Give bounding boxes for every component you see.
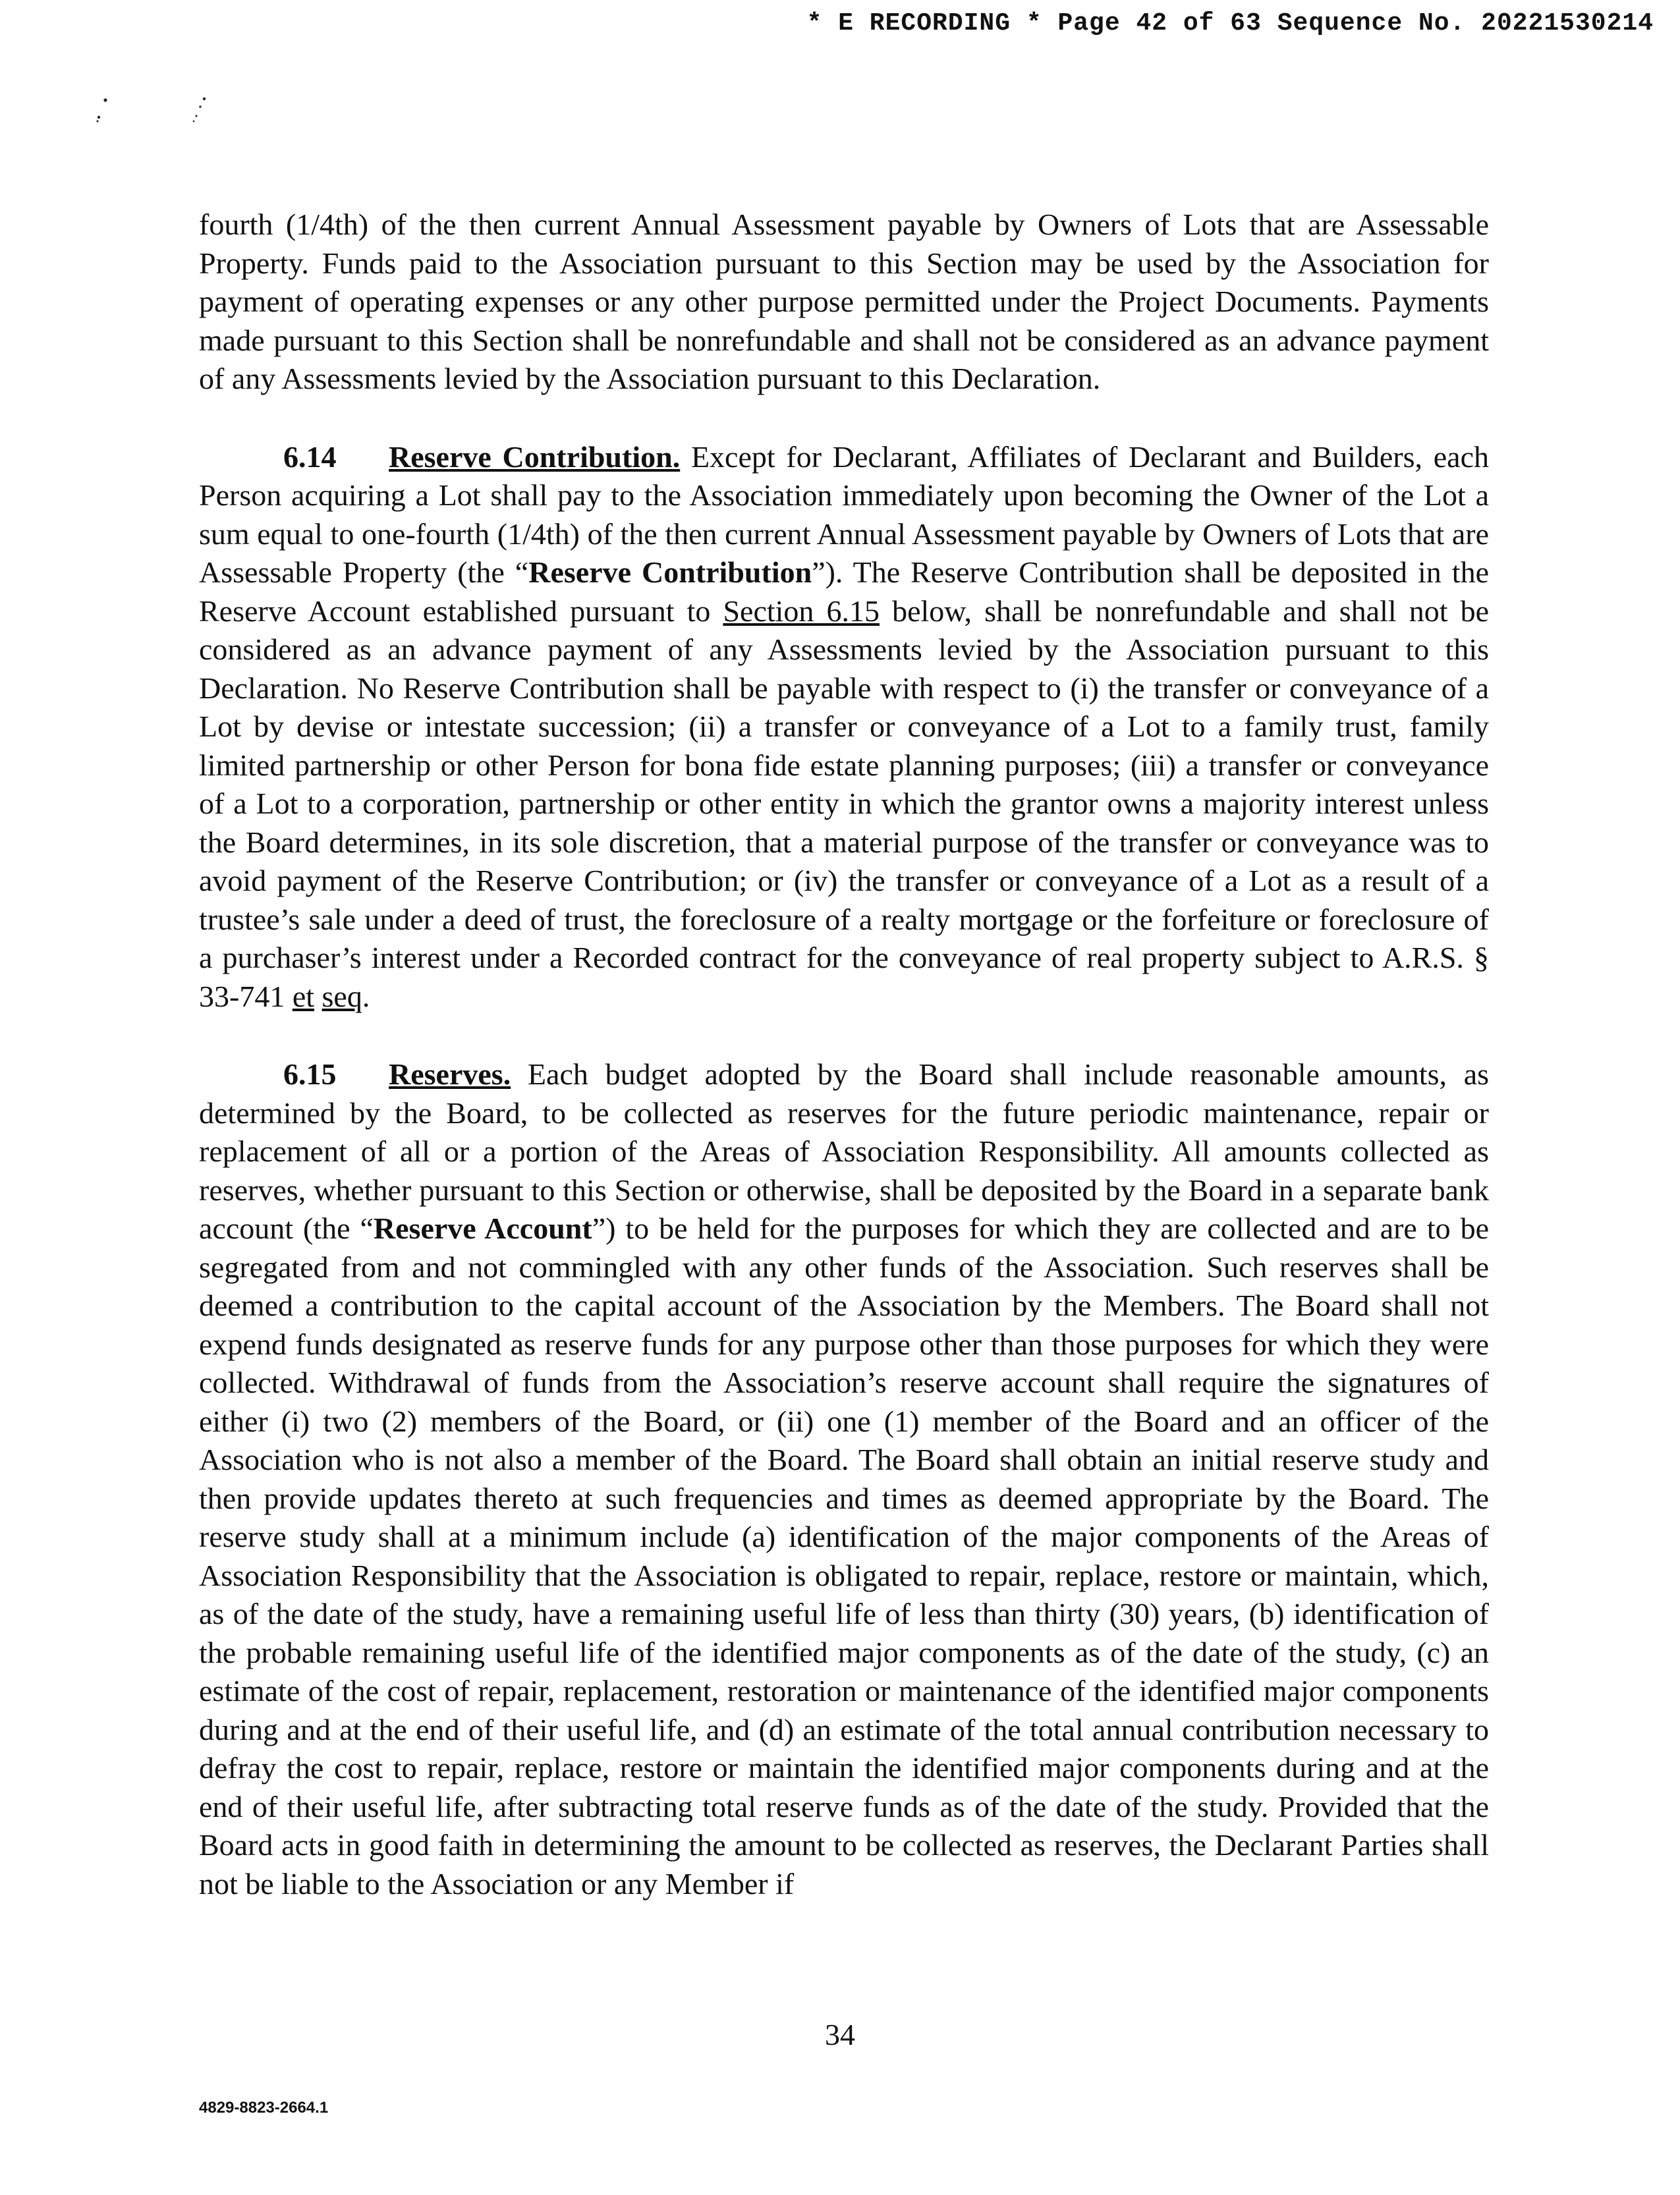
recording-header: * E RECORDING * Page 42 of 63 Sequence No. 20221530214 <box>806 9 1654 38</box>
scan-speck <box>98 116 100 119</box>
scan-speck <box>199 105 202 108</box>
defined-term: Reserve Account <box>373 1211 592 1245</box>
section-text: ”). The Reserve Contribution shall be deposited in the Reserve Account established pursuant to <box>199 555 1489 628</box>
paragraph-continuation: fourth (1/4th) of the then current Annual Assessment payable by Owners of Lots that are Assessable Property. Funds paid to the Association pursuant to this Section may be used by the Association for payment of operating expenses or any other purpose permitted under the Project Documents. Payments made pursuant to this Section shall be nonrefundable and shall not be considered as an advance payment of any Assessments levied by the Association pursuant to this Declaration. <box>199 208 1489 395</box>
scan-speck <box>103 98 107 101</box>
document-body <box>199 206 1489 1903</box>
section-cross-reference: Section 6.15 <box>723 594 880 628</box>
citation-et: et <box>292 979 315 1013</box>
section-number: 6.15 <box>283 1057 337 1091</box>
scan-speck <box>96 120 98 122</box>
section-number: 6.14 <box>283 439 337 474</box>
section-text: Each budget adopted by the Board shall include reasonable amounts, as determined by the Board, to be collected as reserves for the future periodic maintenance, repair or replacement of all or a portion of the Areas of Association Responsibility. All amounts collected as reserves, whether pursuant to this Section or otherwise, shall be deposited by the Board in a separate bank account (the “ <box>199 1057 1490 1245</box>
scan-speck <box>193 121 195 123</box>
section-text: ”) to be held for the purposes for which they are collected and are to be segregated from and not commingled with any other funds of the Association. Such reserves shall be deemed a contribution to the capital account of the Association by the Members. The Board shall not expend funds designated as reserve funds for any purpose other than those purposes for which they were collected. Withdrawal of funds from the Association’s reserve account shall require the signatures of either (i) two (2) members of the Board, or (ii) one (1) member of the Board and an officer of the Association who is not also a member of the Board. The Board shall obtain an initial reserve study and then provide updates thereto at such frequencies and times as deemed appropriate by the Board. The reserve study shall at a minimum include (a) identification of the major components of the Areas of Association Responsibility that the Association is obligated to repair, replace, restore or maintain, which, as of the date of the study, have a remaining useful life of less than thirty (30) years, (b) identification of the probable remaining useful life of the identified major components as of the date of the study, (c) an estimate of the cost of repair, replacement, restoration or maintenance of the identified major components during and at the end of their useful life, and (d) an estimate of the total annual contribution necessary to defray the cost to repair, replace, restore or maintain the identified major components during and at the end of their useful life, after subtracting total reserve funds as of the date of the study. Provided that the Board acts in good faith in determining the amount to be collected as reserves, the Declarant Parties shall not be liable to the Association or any Member if <box>199 1211 1489 1901</box>
section-title: Reserve Contribution. <box>389 439 681 474</box>
scan-specks <box>92 92 237 132</box>
document-id: 4829-8823-2664.1 <box>199 2099 329 2117</box>
section-text: below, shall be nonrefundable and shall not be considered as an advance payment of any Assessments levied by the Association pursuant to this Declaration. No Reserve Contribution shall be payable with respect to (i) the transfer or conveyance of a Lot by devise or intestate succession; (ii) a transfer or conveyance of a Lot to a family trust, family limited partnership or other Person for bona fide estate planning purposes; (iii) a transfer or conveyance of a Lot to a corporation, partnership or other entity in which the grantor owns a majority interest unless the Board determines, in its sole discretion, that a material purpose of the transfer or conveyance was to avoid payment of the Reserve Contribution; or (iv) the transfer or conveyance of a Lot as a result of a trustee’s sale under a deed of trust, the foreclosure of a realty mortgage or the forfeiture or foreclosure of a purchaser’s interest under a Recorded contract for the conveyance of real property subject to A.R.S. § 33-741 <box>199 594 1490 1013</box>
section-text: . <box>362 979 370 1013</box>
section-6-15 <box>199 1055 1489 1903</box>
scan-speck <box>203 97 206 100</box>
citation-seq: seq <box>322 979 362 1013</box>
section-text: Except for Declarant, Affiliates of Declarant and Builders, each Person acquiring a Lot shall pay to the Association immediately upon becoming the Owner of the Lot a sum equal to one-fourth (1/4th) of the then current Annual Assessment payable by Owners of Lots that are Assessable Property (the “ <box>199 439 1489 589</box>
section-6-14 <box>199 438 1489 1016</box>
scan-speck <box>195 115 197 117</box>
section-title: Reserves. <box>389 1057 511 1091</box>
page-number: 34 <box>825 2018 855 2051</box>
defined-term: Reserve Contribution <box>528 555 812 589</box>
